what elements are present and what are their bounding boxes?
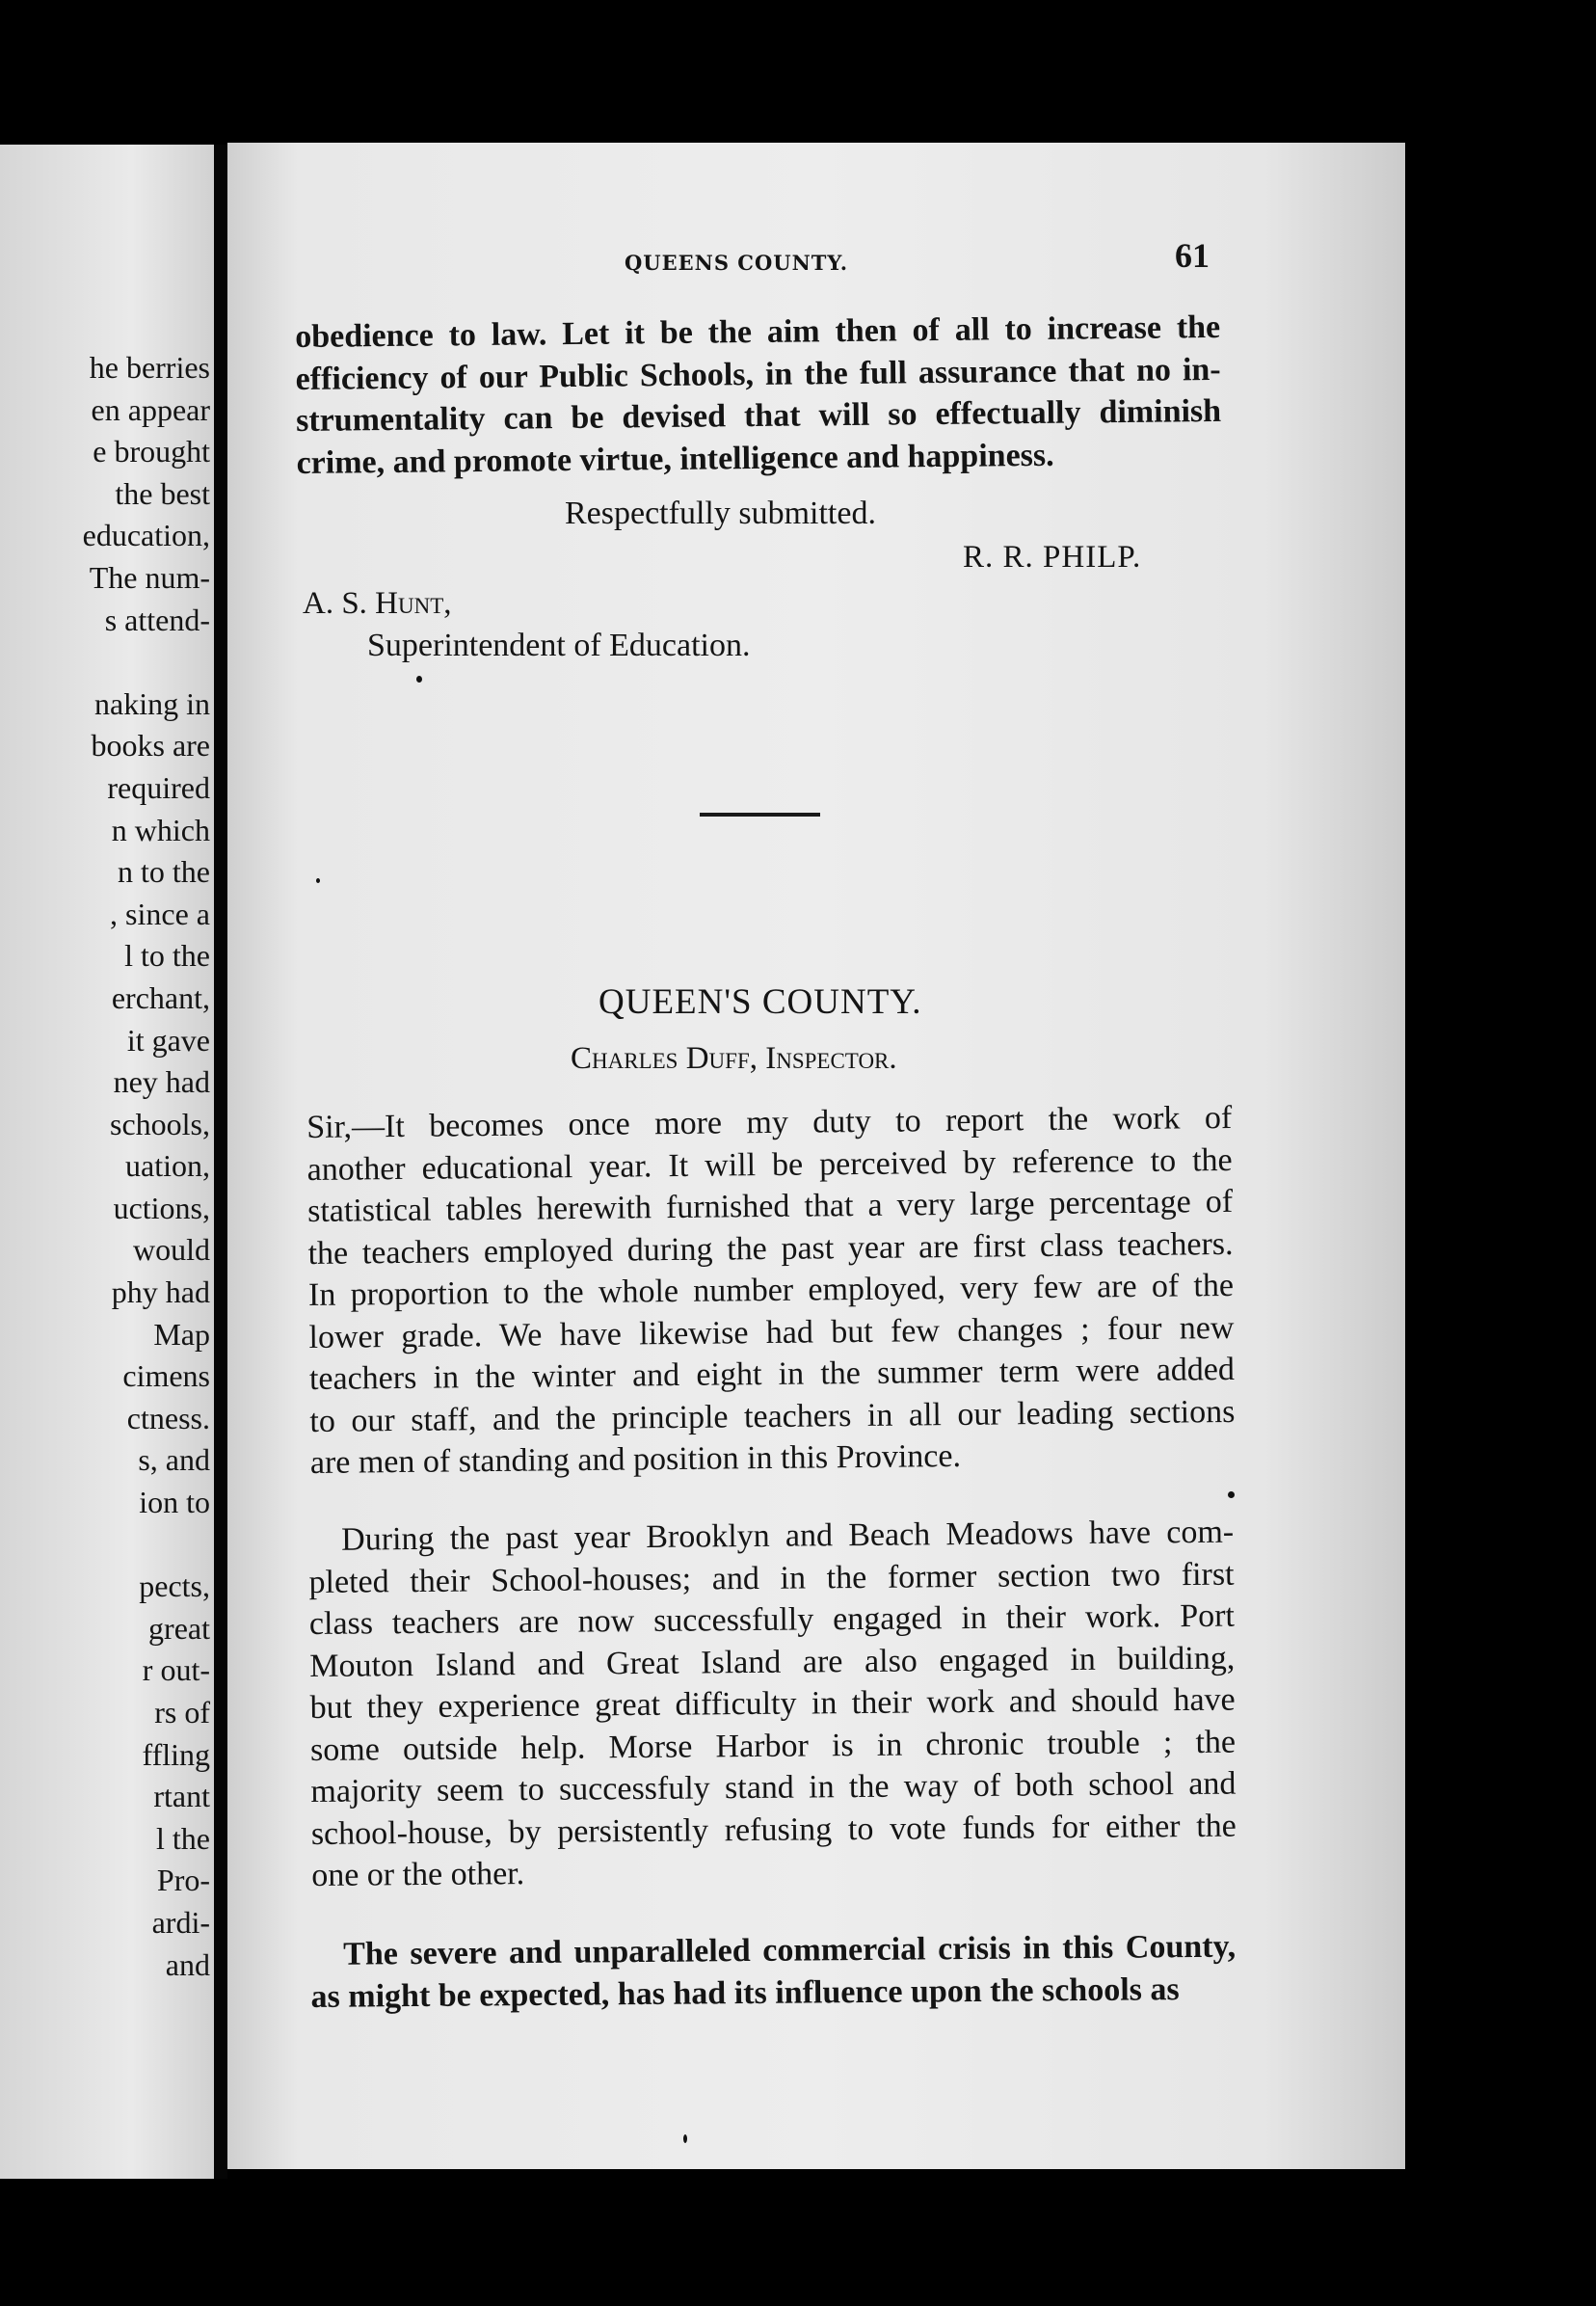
closing-salutation: Respectfully submitted.	[565, 496, 876, 531]
text-line: statistical tables herewith furnished that a very large percentage of	[306, 1183, 1234, 1229]
text-line: are men of standing and position in this Province.	[309, 1437, 962, 1481]
text-line: pleted their School-houses; and in the former section two first	[308, 1556, 1235, 1600]
text-line: one or the other.	[311, 1856, 525, 1893]
left-page-line: ardi-	[151, 1904, 210, 1940]
text-line: During the past year Brooklyn and Beach Meadows have com-	[341, 1514, 1235, 1558]
left-page-gap	[0, 641, 210, 684]
left-page-line: he berries	[89, 350, 210, 385]
addressee-name: A. S. Hunt,	[303, 586, 452, 621]
ink-speck	[683, 2134, 687, 2143]
left-page-line: , since a	[110, 896, 210, 931]
left-page-line: education,	[82, 518, 210, 553]
report-signer: R. R. PHILP.	[963, 540, 1142, 575]
left-page-line: l to the	[124, 938, 210, 974]
text-line: as might be expected, has had its influence upon the schools as	[310, 1971, 1180, 2015]
report-paragraph-2	[308, 1512, 1237, 1897]
text-line: lower grade. We have likewise had but few changes ; four new	[308, 1309, 1235, 1355]
left-page-line: uctions,	[113, 1190, 210, 1225]
left-page-line: e brought	[93, 434, 210, 469]
text-line: The severe and unparalleled commercial crisis in this County,	[343, 1928, 1237, 1972]
text-line: crime, and promote virtue, intelligence and happiness.	[296, 437, 1054, 481]
report-paragraph-3	[310, 1926, 1237, 2018]
left-page-line: s, and	[138, 1442, 210, 1478]
left-page-line: n which	[111, 812, 210, 847]
text-line: obedience to law. Let it be the aim then of all to increase the	[295, 308, 1221, 355]
section-divider-rule	[700, 813, 820, 817]
ink-speck	[316, 878, 320, 883]
text-line: teachers in the winter and eight in the summer term were added	[308, 1351, 1236, 1397]
text-line: some outside help. Morse Harbor is in chronic trouble ; the	[309, 1724, 1237, 1768]
right-page	[227, 143, 1405, 2169]
left-page-line: r out-	[142, 1652, 210, 1688]
left-page-line: n to the	[118, 854, 210, 890]
left-page-line: and	[165, 1946, 210, 1982]
closing-paragraph	[295, 307, 1222, 484]
left-page-line: l the	[156, 1820, 210, 1856]
left-page-line: Pro-	[156, 1863, 210, 1898]
text-line: majority seem to successfuly stand in the way of both school and	[310, 1765, 1237, 1810]
left-page-line: Map	[153, 1316, 210, 1352]
ink-speck	[1228, 1491, 1235, 1498]
left-page-line: the best	[115, 475, 210, 511]
left-page-line: ion to	[139, 1485, 210, 1520]
book-gutter	[214, 145, 227, 2179]
left-page-line: phy had	[111, 1274, 210, 1310]
left-page-line: s attend-	[104, 602, 210, 637]
left-page-line: uation,	[125, 1148, 210, 1184]
addressee-title: Superintendent of Education.	[367, 628, 751, 663]
running-head: QUEENS COUNTY.	[625, 251, 849, 275]
text-line: to our staff, and the principle teachers in all our leading sections	[309, 1393, 1236, 1439]
left-page-line: The num-	[89, 559, 210, 595]
text-line: but they experience great difficulty in their work and should have	[309, 1681, 1236, 1726]
text-line: the teachers employed during the past year are first class teachers.	[307, 1225, 1234, 1272]
page-number: 61	[1175, 236, 1210, 275]
left-page-line: pects,	[139, 1569, 210, 1604]
text-line: another educational year. It will be perceived by reference to the	[306, 1141, 1233, 1188]
left-page-line: it gave	[126, 1022, 210, 1058]
text-line: In proportion to the whole number employed, very few are of the	[307, 1267, 1235, 1313]
text-line: school-house, by persistently refusing to vote funds for either the	[310, 1808, 1237, 1852]
left-page-line: rtant	[153, 1779, 210, 1814]
left-page-line: would	[133, 1232, 210, 1268]
left-page-line: books are	[91, 728, 210, 764]
text-line: class teachers are now successfully engaged in their work. Port	[308, 1597, 1236, 1642]
left-page-line: required	[107, 769, 210, 805]
text-line: efficiency of our Public Schools, in the full assurance that no in-	[295, 351, 1221, 397]
left-page-line: ctness.	[126, 1400, 210, 1435]
left-page-gap	[0, 1524, 210, 1567]
report-paragraph-1	[306, 1097, 1236, 1485]
left-page-line: en appear	[91, 391, 210, 427]
text-line: Sir,—It becomes once more my duty to report the work of	[306, 1099, 1233, 1145]
text-line: strumentality can be devised that will so effectually diminish	[295, 392, 1222, 439]
section-inspector: Charles Duff, Inspector.	[571, 1041, 897, 1076]
left-page-line: rs of	[154, 1695, 210, 1730]
left-page-line: cimens	[122, 1358, 210, 1394]
section-title: QUEEN'S COUNTY.	[598, 982, 922, 1022]
left-page-line: naking in	[94, 685, 210, 721]
left-page-line: ney had	[113, 1064, 210, 1100]
left-page-line: erchant,	[111, 979, 210, 1015]
ink-speck	[416, 676, 422, 683]
left-page-line: great	[148, 1610, 210, 1646]
left-page-line: schools,	[110, 1106, 210, 1141]
left-facing-page	[0, 145, 220, 2179]
left-page-text	[0, 347, 210, 1986]
text-line: Mouton Island and Great Island are also engaged in building,	[309, 1640, 1236, 1684]
left-page-line: ffling	[142, 1736, 210, 1772]
